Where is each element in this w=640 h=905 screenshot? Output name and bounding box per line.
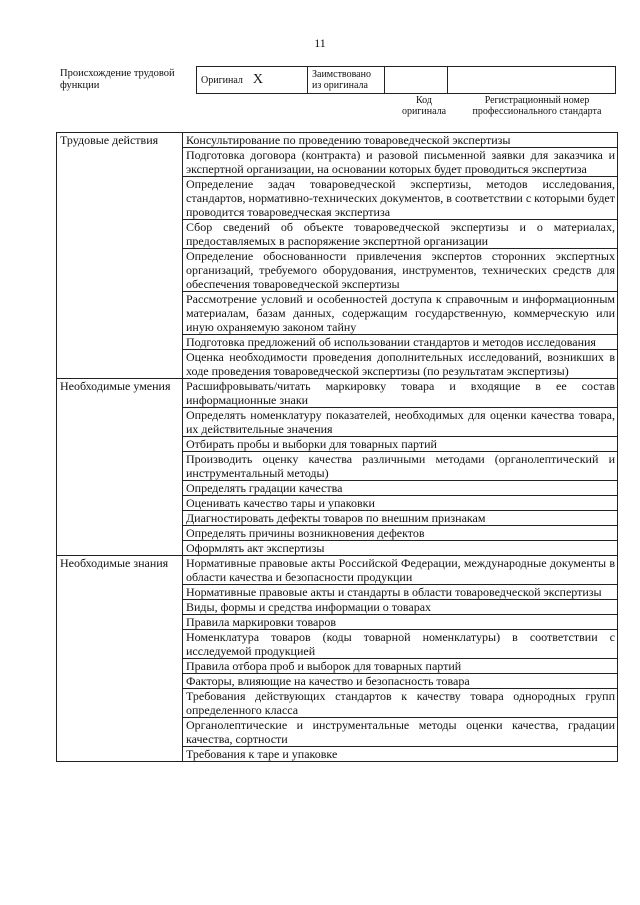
table-row — [57, 379, 618, 408]
section-item: Нормативные правовые акты и стандарты в области товароведческой экспертизы — [183, 585, 618, 600]
origin-table — [196, 66, 616, 94]
section-item: Расшифровывать/читать маркировку товара и входящие в ее состав информационные знаки — [183, 379, 618, 408]
section-item: Правила отбора проб и выборок для товарных партий — [183, 659, 618, 674]
section-item: Правила маркировки товаров — [183, 615, 618, 630]
table-row — [57, 133, 618, 148]
section-item: Определение обоснованности привлечения экспертов сторонних экспертных организаций, требуемого оборудования, инструментов, технических средств для обеспечения товароведческой экспертизы — [183, 249, 618, 292]
section-item: Рассмотрение условий и особенностей доступа к справочным и информационным материалам, базам данных, содержащим государственную, коммерческую или иную охраняемую законом тайну — [183, 292, 618, 335]
section-item: Требования к таре и упаковке — [183, 747, 618, 762]
original-cell — [197, 67, 308, 94]
section-item: Определять номенклатуру показателей, необходимых для оценки качества товара, их действительные значения — [183, 408, 618, 437]
code-cell — [385, 67, 448, 94]
borrowed-cell — [308, 67, 385, 94]
section-item: Оценивать качество тары и упаковки — [183, 496, 618, 511]
borrowed-label: Заимствовано из оригинала — [312, 69, 371, 91]
original-label: Оригинал — [201, 75, 243, 86]
original-mark: X — [252, 72, 264, 87]
section-item: Определять градации качества — [183, 481, 618, 496]
section-item: Факторы, влияющие на качество и безопасность товара — [183, 674, 618, 689]
section-item: Подготовка договора (контракта) и разовой письменной заявки для заказчика и экспертной организации, на основании которых будет проводиться экспертиза — [183, 148, 618, 177]
code-caption: Код оригинала — [401, 95, 447, 117]
section-item: Сбор сведений об объекте товароведческой экспертизы и о материалах, предоставляемых в распоряжение экспертной организации — [183, 220, 618, 249]
section-title: Необходимые умения — [57, 379, 183, 556]
section-item: Номенклатура товаров (коды товарной номенклатуры) в соответствии с исследуемой продукцией — [183, 630, 618, 659]
reg-number-cell — [448, 67, 616, 94]
function-table — [56, 132, 618, 762]
section-item: Органолептические и инструментальные методы оценки качества, градации качества, сортности — [183, 718, 618, 747]
table-row — [57, 556, 618, 585]
section-item: Оформлять акт экспертизы — [183, 541, 618, 556]
section-item: Определение задач товароведческой экспертизы, методов исследования, стандартов, нормативно-технических документов, в соответствии с которыми будет проводится товароведческая экспертиза — [183, 177, 618, 220]
section-item: Требования действующих стандартов к качеству товара однородных групп определенного класса — [183, 689, 618, 718]
page-number: 11 — [314, 36, 326, 50]
origin-label: Происхождение трудовой функции — [60, 68, 175, 91]
section-item: Консультирование по проведению товароведческой экспертизы — [183, 133, 618, 148]
section-item: Подготовка предложений об использовании стандартов и методов исследования — [183, 335, 618, 350]
section-title: Необходимые знания — [57, 556, 183, 762]
reg-number-caption: Регистрационный номер профессионального стандарта — [472, 95, 602, 117]
section-item: Виды, формы и средства информации о товарах — [183, 600, 618, 615]
section-title: Трудовые действия — [57, 133, 183, 379]
section-item: Производить оценку качества различными методами (органолептический и инструментальный методы) — [183, 452, 618, 481]
section-item: Определять причины возникновения дефектов — [183, 526, 618, 541]
section-item: Оценка необходимости проведения дополнительных исследований, возникших в ходе проведения товароведческой экспертизы (по результатам экспертизы) — [183, 350, 618, 379]
section-item: Нормативные правовые акты Российской Федерации, международные документы в области качества и безопасности продукции — [183, 556, 618, 585]
section-item: Отбирать пробы и выборки для товарных партий — [183, 437, 618, 452]
section-item: Диагностировать дефекты товаров по внешним признакам — [183, 511, 618, 526]
